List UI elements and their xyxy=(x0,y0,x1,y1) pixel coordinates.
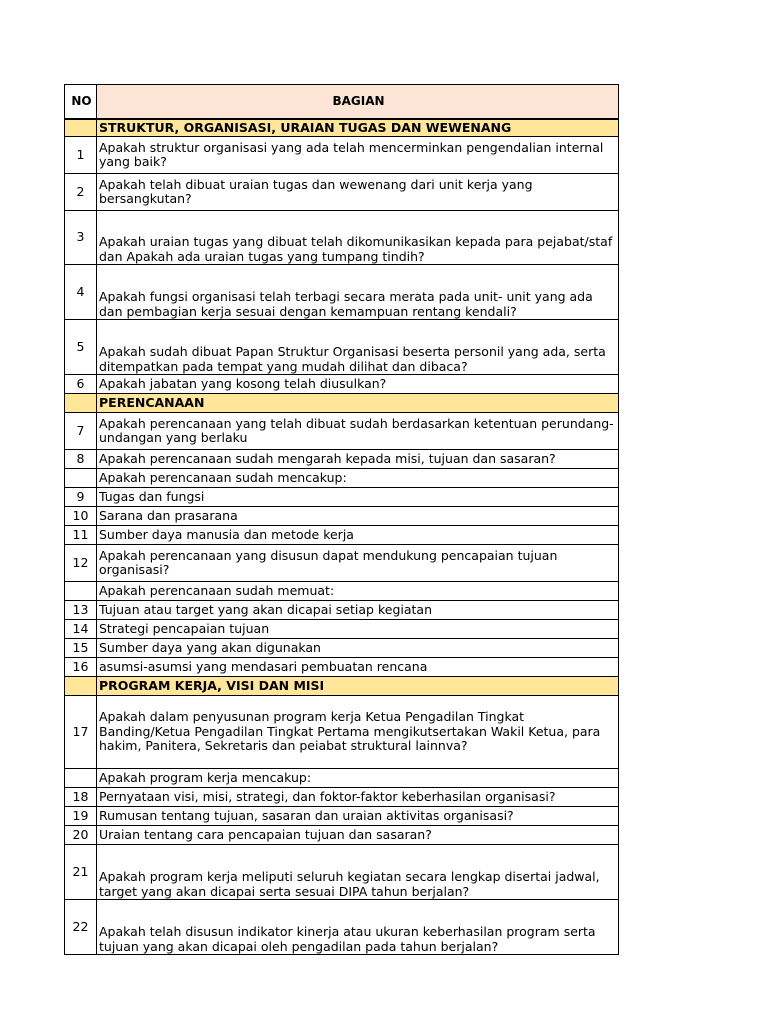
row-number: 8 xyxy=(65,450,97,469)
row-question: Apakah perencanaan yang telah dibuat sudah berdasarkan ketentuan perundang-undangan yang berlaku xyxy=(97,413,619,450)
row-question: asumsi-asumsi yang mendasari pembuatan rencana xyxy=(97,658,619,677)
section-row xyxy=(65,677,619,696)
table-row xyxy=(65,450,619,469)
table-row xyxy=(65,845,619,900)
row-number xyxy=(65,677,97,696)
row-number: 6 xyxy=(65,375,97,394)
table-row xyxy=(65,469,619,488)
section-row xyxy=(65,394,619,413)
table-row xyxy=(65,265,619,320)
table-row xyxy=(65,413,619,450)
row-question: Apakah perencanaan yang disusun dapat mendukung pencapaian tujuan organisasi? xyxy=(97,545,619,582)
row-number: 18 xyxy=(65,788,97,807)
row-question: Pernyataan visi, misi, strategi, dan foktor-faktor keberhasilan organisasi? xyxy=(97,788,619,807)
row-question: Apakah program kerja mencakup: xyxy=(97,769,619,788)
table-row xyxy=(65,174,619,211)
row-question: Apakah fungsi organisasi telah terbagi secara merata pada unit- unit yang ada dan pembagian kerja sesuai dengan kemampuan rentang kendali? xyxy=(97,265,619,320)
table-row xyxy=(65,658,619,677)
row-question: Sarana dan prasarana xyxy=(97,507,619,526)
row-question: Uraian tentang cara pencapaian tujuan dan sasaran? xyxy=(97,826,619,845)
row-number: 20 xyxy=(65,826,97,845)
row-question: Sumber daya manusia dan metode kerja xyxy=(97,526,619,545)
table-row xyxy=(65,582,619,601)
row-number xyxy=(65,119,97,137)
row-question: Rumusan tentang tujuan, sasaran dan uraian aktivitas organisasi? xyxy=(97,807,619,826)
table-row xyxy=(65,488,619,507)
row-number: 16 xyxy=(65,658,97,677)
table-row xyxy=(65,137,619,174)
row-number xyxy=(65,394,97,413)
section-title: STRUKTUR, ORGANISASI, URAIAN TUGAS DAN WEWENANG xyxy=(97,119,619,137)
section-row xyxy=(65,119,619,137)
row-number xyxy=(65,469,97,488)
row-number: 15 xyxy=(65,639,97,658)
header-no: NO xyxy=(65,85,97,119)
row-number: 12 xyxy=(65,545,97,582)
table-row xyxy=(65,900,619,955)
row-number: 5 xyxy=(65,320,97,375)
row-number: 7 xyxy=(65,413,97,450)
row-number: 14 xyxy=(65,620,97,639)
table-row xyxy=(65,769,619,788)
row-number: 2 xyxy=(65,174,97,211)
row-question: Apakah perencanaan sudah mengarah kepada misi, tujuan dan sasaran? xyxy=(97,450,619,469)
row-question: Sumber daya yang akan digunakan xyxy=(97,639,619,658)
row-question: Apakah telah dibuat uraian tugas dan wewenang dari unit kerja yang bersangkutan? xyxy=(97,174,619,211)
row-question: Tujuan atau target yang akan dicapai setiap kegiatan xyxy=(97,601,619,620)
row-number: 19 xyxy=(65,807,97,826)
table-row xyxy=(65,639,619,658)
section-title: PERENCANAAN xyxy=(97,394,619,413)
checklist-table xyxy=(64,84,619,955)
row-question: Apakah perencanaan sudah mencakup: xyxy=(97,469,619,488)
table-row xyxy=(65,826,619,845)
table-row xyxy=(65,601,619,620)
checklist-body xyxy=(65,85,619,955)
row-number: 3 xyxy=(65,211,97,265)
row-number: 13 xyxy=(65,601,97,620)
row-question: Apakah dalam penyusunan program kerja Ketua Pengadilan Tingkat Banding/Ketua Pengadilan Tingkat Pertama mengikutsertakan Wakil Ketua, para hakim, Panitera, Sekretaris dan peiabat struktural lainnva? xyxy=(97,696,619,769)
row-question: Apakah uraian tugas yang dibuat telah dikomunikasikan kepada para pejabat/staf dan Apakah ada uraian tugas yang tumpang tindih? xyxy=(97,211,619,265)
table-row xyxy=(65,375,619,394)
table-row xyxy=(65,620,619,639)
table-row xyxy=(65,545,619,582)
row-number: 21 xyxy=(65,845,97,900)
table-row xyxy=(65,788,619,807)
table-row xyxy=(65,696,619,769)
row-number: 9 xyxy=(65,488,97,507)
header-row xyxy=(65,85,619,119)
row-question: Apakah perencanaan sudah memuat: xyxy=(97,582,619,601)
row-question: Apakah program kerja meliputi seluruh kegiatan secara lengkap disertai jadwal, target yang akan dicapai serta sesuai DIPA tahun berjalan? xyxy=(97,845,619,900)
section-title: PROGRAM KERJA, VISI DAN MISI xyxy=(97,677,619,696)
row-question: Apakah telah disusun indikator kinerja atau ukuran keberhasilan program serta tujuan yang akan dicapai oleh pengadilan pada tahun berjalan? xyxy=(97,900,619,955)
table-row xyxy=(65,507,619,526)
row-number: 4 xyxy=(65,265,97,320)
row-number xyxy=(65,769,97,788)
table-row xyxy=(65,807,619,826)
row-number xyxy=(65,582,97,601)
table-row xyxy=(65,526,619,545)
row-question: Apakah struktur organisasi yang ada telah mencerminkan pengendalian internal yang baik? xyxy=(97,137,619,174)
row-number: 1 xyxy=(65,137,97,174)
row-question: Tugas dan fungsi xyxy=(97,488,619,507)
row-number: 17 xyxy=(65,696,97,769)
row-question: Apakah sudah dibuat Papan Struktur Organisasi beserta personil yang ada, serta ditempatkan pada tempat yang mudah dilihat dan dibaca? xyxy=(97,320,619,375)
header-bagian: BAGIAN xyxy=(97,85,619,119)
row-number: 22 xyxy=(65,900,97,955)
row-question: Strategi pencapaian tujuan xyxy=(97,620,619,639)
row-question: Apakah jabatan yang kosong telah diusulkan? xyxy=(97,375,619,394)
table-row xyxy=(65,320,619,375)
row-number: 11 xyxy=(65,526,97,545)
table-row xyxy=(65,211,619,265)
row-number: 10 xyxy=(65,507,97,526)
